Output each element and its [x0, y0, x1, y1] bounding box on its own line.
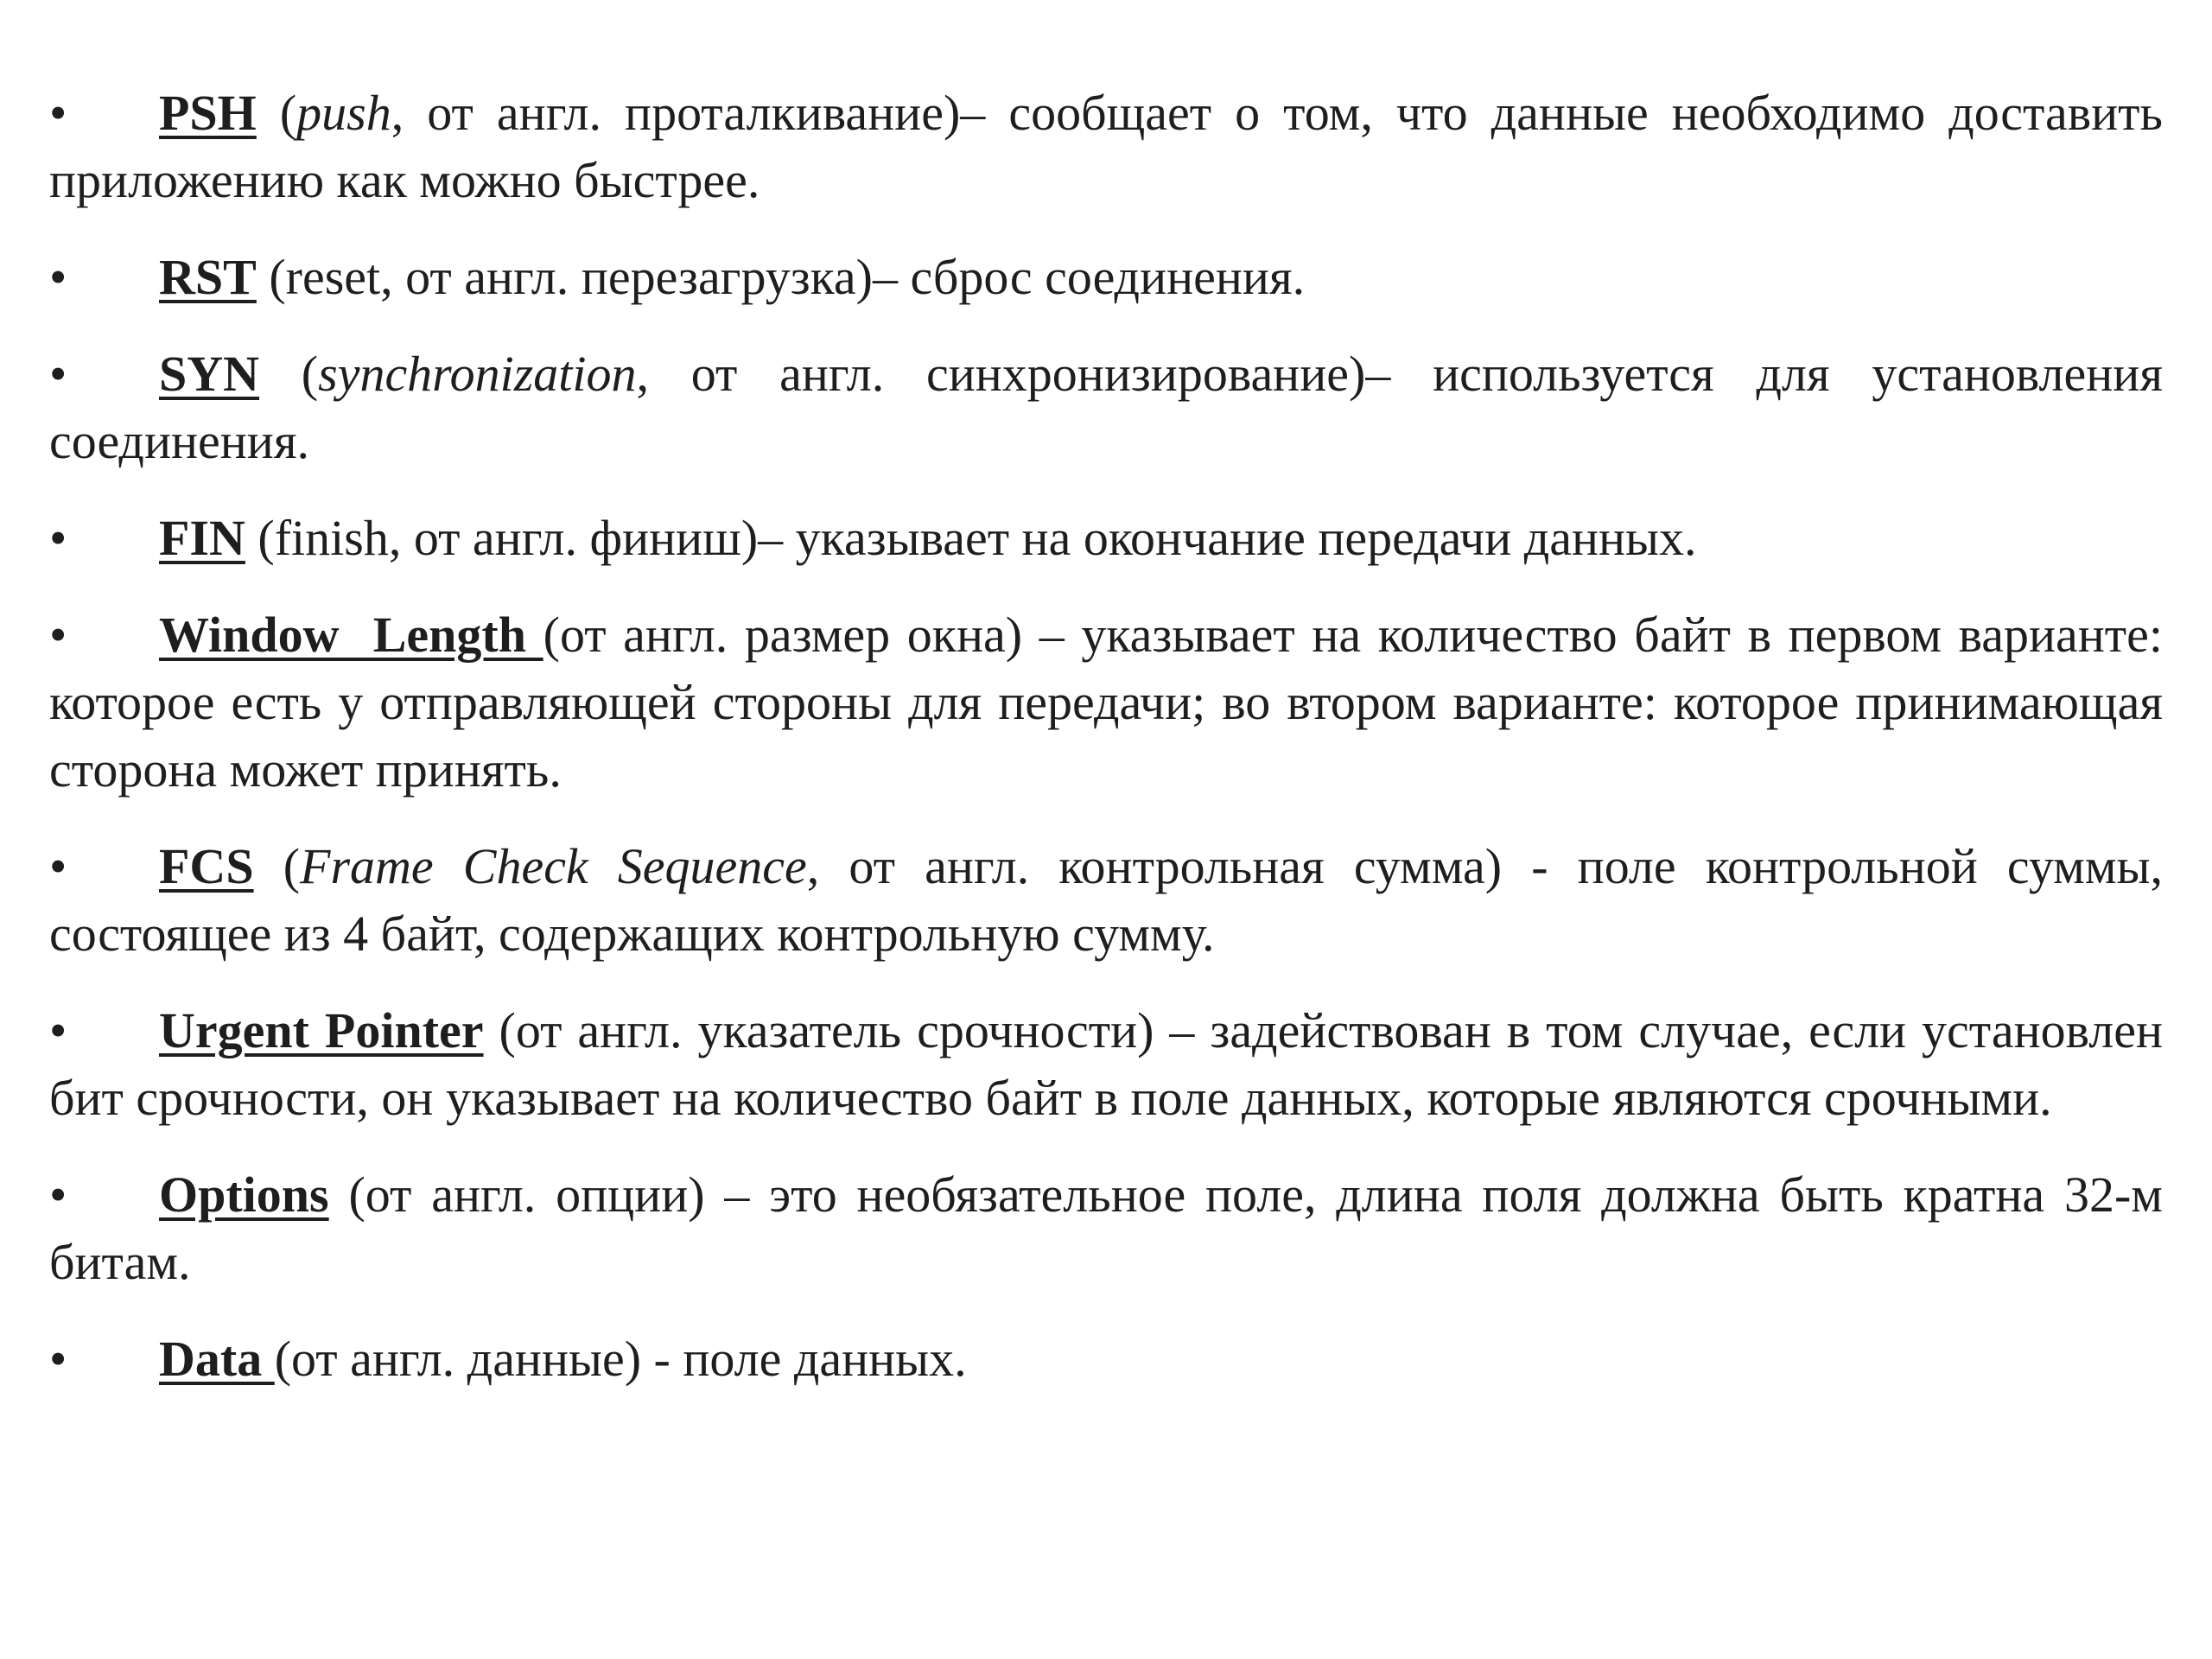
term-fin: FIN	[159, 510, 245, 566]
description: reset, от англ. перезагрузка)– сброс соединения.	[285, 249, 1306, 305]
bullet: •	[49, 346, 67, 402]
bullet: •	[49, 607, 67, 663]
description: , от англ. контрольная сумма) - поле контрольной суммы, состоящее из 4 байт, содержащих контрольную сумму.	[49, 838, 2163, 962]
description: finish, от англ. финиш)– указывает на окончание передачи данных.	[274, 510, 1697, 566]
document-body	[49, 79, 2163, 1422]
description: , от англ. проталкивание)– сообщает о том, что данные необходимо доставить приложению как можно быстрее.	[49, 85, 2163, 208]
bullet: •	[49, 510, 67, 566]
paren-open: (	[253, 838, 301, 894]
list-item-data	[49, 1325, 2163, 1393]
list-item-urgent-pointer	[49, 997, 2163, 1132]
bullet: •	[49, 1166, 67, 1223]
list-item-rst	[49, 244, 2163, 311]
paren-open: (	[274, 1331, 292, 1387]
description: от англ. данные) - поле данных.	[291, 1331, 967, 1387]
term-urgent-pointer: Urgent Pointer	[159, 1002, 484, 1058]
list-item-options	[49, 1161, 2163, 1296]
paren-open: (	[328, 1166, 365, 1223]
paren-open: (	[543, 607, 560, 663]
paren-open: (	[259, 346, 319, 402]
term-rst: RST	[159, 249, 257, 305]
term-english: push	[296, 85, 391, 141]
paren-open: (	[245, 510, 275, 566]
description: от англ. опции) – это необязательное поле, длина поля должна быть кратна 32-м битам.	[49, 1166, 2163, 1290]
list-item-syn	[49, 340, 2163, 475]
term-english: Frame Check Sequence	[300, 838, 807, 894]
term-fcs: FCS	[159, 838, 254, 894]
paren-open: (	[256, 249, 286, 305]
term-data: Data	[159, 1331, 275, 1387]
bullet: •	[49, 249, 67, 305]
term-window-length: Window Length	[159, 607, 543, 663]
list-item-fcs	[49, 833, 2163, 968]
bullet: •	[49, 1002, 67, 1058]
description: от англ. указатель срочности) – задействован в том случае, если установлен бит срочности, он указывает на количество байт в поле данных, которые являются срочными.	[49, 1002, 2163, 1126]
term-english: synchronization	[318, 346, 637, 402]
list-item-window-length	[49, 601, 2163, 804]
bullet: •	[49, 85, 67, 141]
term-syn: SYN	[159, 346, 260, 402]
paren-open: (	[256, 85, 297, 141]
list-item-psh	[49, 79, 2163, 214]
description: , от англ. синхронизирование)– используется для установления соединения.	[49, 346, 2163, 469]
list-item-fin	[49, 505, 2163, 572]
description: от англ. размер окна) – указывает на количество байт в первом варианте: которое есть у отправляющей стороны для передачи; во втором варианте: которое принимающая сторона может принять.	[49, 607, 2163, 798]
term-options: Options	[159, 1166, 329, 1223]
bullet: •	[49, 838, 67, 894]
paren-open: (	[483, 1002, 516, 1058]
bullet: •	[49, 1331, 67, 1387]
term-psh: PSH	[159, 85, 257, 141]
